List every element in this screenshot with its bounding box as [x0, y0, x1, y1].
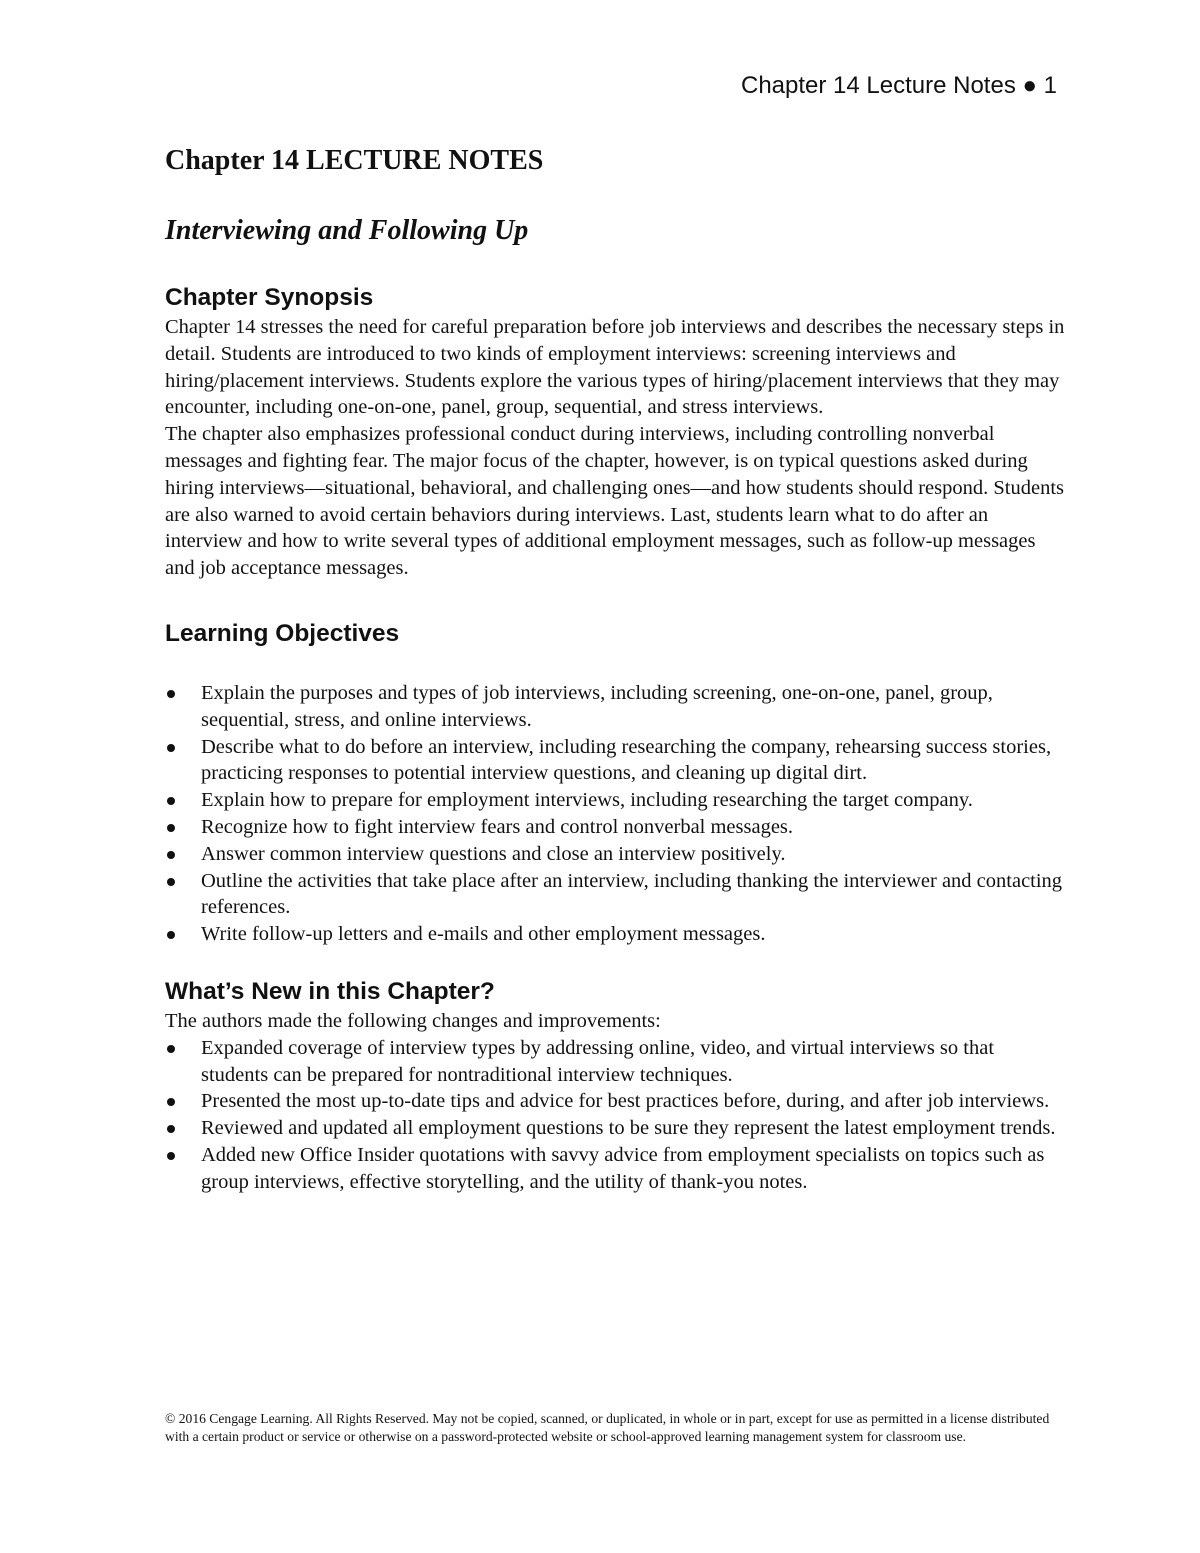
bullet-icon [167, 824, 175, 832]
bullet-icon [167, 690, 175, 698]
objective-text: Recognize how to fight interview fears and control nonverbal messages. [201, 815, 794, 838]
objective-text: Describe what to do before an interview, including researching the company, rehearsing success stories, practicing responses to potential interview questions, and cleaning up digital dirt. [201, 735, 1052, 785]
objective-item [165, 680, 1065, 734]
whats-new-item [165, 1035, 1065, 1089]
whats-new-text: Expanded coverage of interview types by addressing online, video, and virtual interviews so that students can be prepared for nontraditional interview techniques. [201, 1036, 995, 1086]
running-header: Chapter 14 Lecture Notes ● 1 [740, 72, 1057, 99]
whats-new-item [165, 1142, 1065, 1196]
chapter-title: Chapter 14 LECTURE NOTES [165, 145, 544, 176]
whats-new-list [165, 1035, 1065, 1196]
objective-item [165, 921, 1065, 948]
bullet-icon [167, 931, 175, 939]
objective-item [165, 734, 1065, 788]
bullet-icon [167, 1045, 175, 1053]
objective-item [165, 814, 1065, 841]
whats-new-text: Presented the most up-to-date tips and advice for best practices before, during, and after job interviews. [201, 1090, 1050, 1113]
synopsis-paragraph: Chapter 14 stresses the need for careful preparation before job interviews and describes the necessary steps in detail. Students are introduced to two kinds of employment interviews: screening interviews and hiring/placement interviews. Students explore the various types of hiring/placement interviews that they may encounter, including one-on-one, panel, group, sequential, and stress interviews. [165, 316, 1065, 419]
bullet-icon [167, 851, 175, 859]
whats-new-text: Reviewed and updated all employment questions to be sure they represent the latest employment trends. [201, 1117, 1056, 1140]
bullet-icon [167, 1125, 175, 1133]
whats-new-item [165, 1115, 1065, 1142]
bullet-icon [167, 744, 175, 752]
copyright-footer: © 2016 Cengage Learning. All Rights Reserved. May not be copied, scanned, or duplicated, in whole or in part, except for use as permitted in a license distributed with a certain product or service or otherwise on a password-protected website or school-approved learning management system for classroom use. [165, 1411, 1050, 1444]
objective-item [165, 841, 1065, 868]
objective-text: Answer common interview questions and close an interview positively. [201, 842, 786, 865]
objectives-heading: Learning Objectives [165, 619, 400, 647]
chapter-subtitle: Interviewing and Following Up [165, 215, 529, 246]
objective-text: Write follow-up letters and e-mails and other employment messages. [201, 923, 766, 946]
objective-item [165, 868, 1065, 922]
objective-text: Explain the purposes and types of job interviews, including screening, one-on-one, panel, group, sequential, stress, and online interviews. [201, 681, 993, 731]
bullet-icon [167, 1152, 175, 1160]
objective-text: Explain how to prepare for employment interviews, including researching the target company. [201, 789, 973, 812]
bullet-icon [167, 1098, 175, 1106]
whats-new-heading: What’s New in this Chapter? [165, 977, 495, 1005]
bullet-icon [167, 797, 175, 805]
objective-item [165, 787, 1065, 814]
bullet-icon [167, 878, 175, 886]
synopsis-paragraph: The chapter also emphasizes professional conduct during interviews, including controlling nonverbal messages and fighting fear. The major focus of the chapter, however, is on typical questions asked during hiring interviews—situational, behavioral, and challenging ones—and how students should respond. Students are also warned to avoid certain behaviors during interviews. Last, students learn what to do after an interview and how to write several types of additional employment messages, such as follow-up messages and job acceptance messages. [165, 423, 1065, 580]
objectives-list [165, 680, 1065, 948]
synopsis-heading: Chapter Synopsis [165, 284, 374, 311]
page-content [165, 142, 1065, 1196]
objective-text: Outline the activities that take place after an interview, including thanking the interviewer and contacting references. [201, 869, 1063, 919]
whats-new-item [165, 1088, 1065, 1115]
whats-new-intro: The authors made the following changes and improvements: [165, 1009, 661, 1032]
whats-new-text: Added new Office Insider quotations with savvy advice from employment specialists on topics such as group interviews, effective storytelling, and the utility of thank-you notes. [201, 1143, 1045, 1193]
